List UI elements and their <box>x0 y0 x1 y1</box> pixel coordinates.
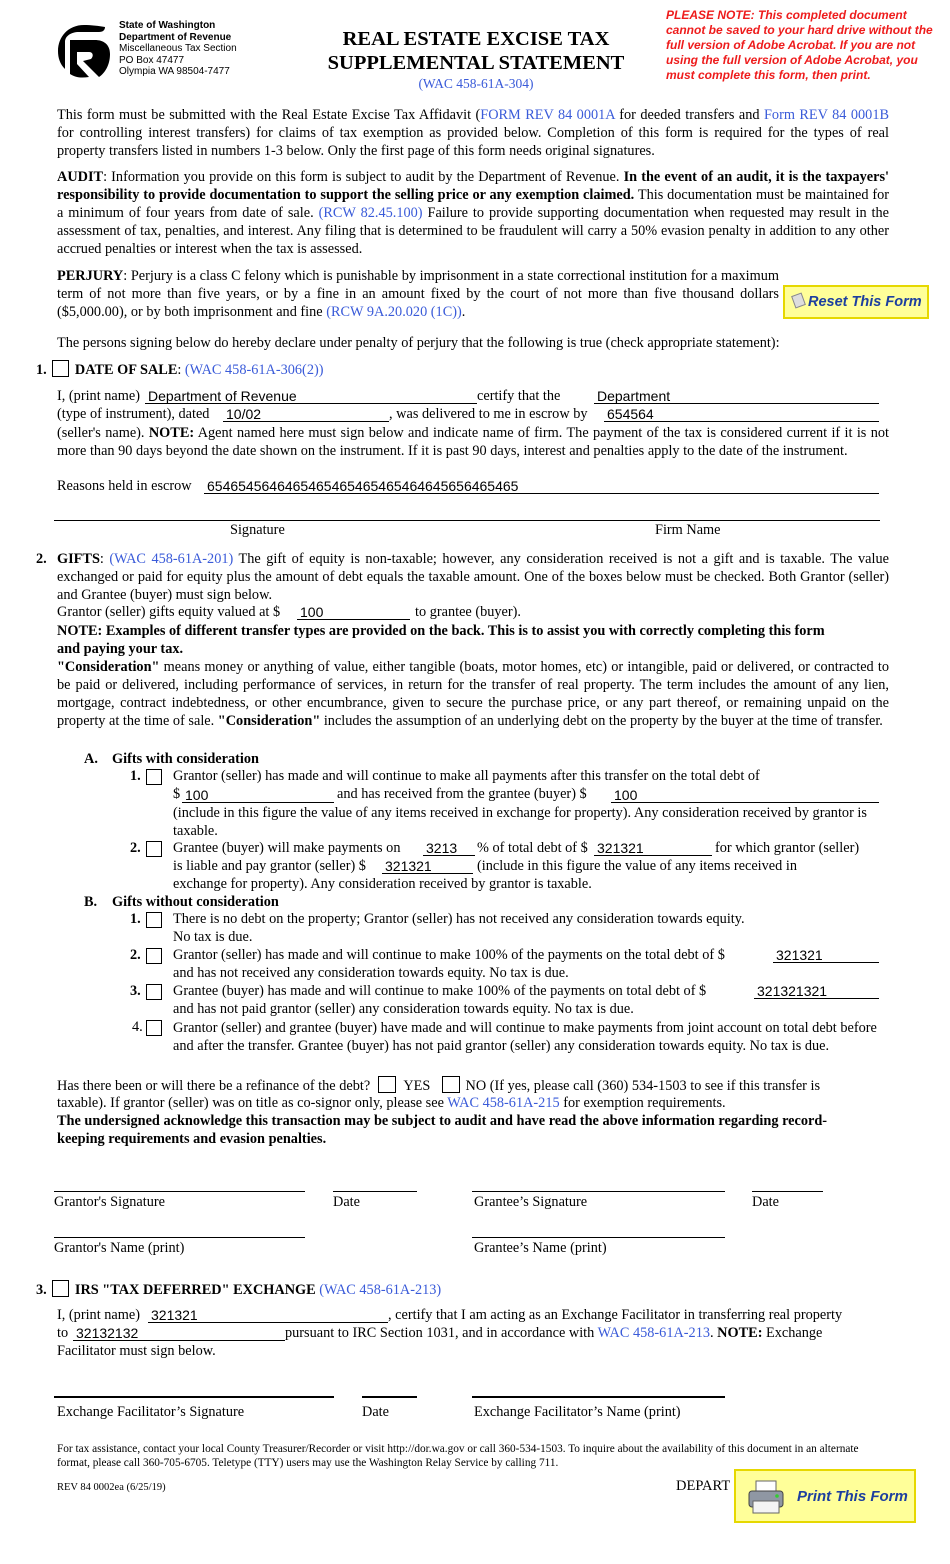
agency-block <box>119 20 237 78</box>
agency-line-pobox: PO Box 47477 <box>119 54 185 66</box>
s2-a2-label-5: (include in this figure the value of any items received in <box>477 858 797 874</box>
s2-a1-received-label: and has received from the grantee (buyer) $ <box>337 786 587 802</box>
grantor-signature-line[interactable] <box>54 1191 305 1192</box>
s2-a2-pay-field[interactable]: 321321 <box>382 858 473 874</box>
s2-b3-text: Grantee (buyer) has made and will continue to make 100% of the payments on total debt of $ <box>173 983 707 999</box>
form-wac-ref[interactable]: (WAC 458-61A-304) <box>418 76 534 91</box>
reset-form-label: Reset This Form <box>808 294 922 310</box>
s2-a2-checkbox[interactable] <box>146 841 162 857</box>
s1-firm-label: Firm Name <box>655 522 721 538</box>
facilitator-name-label: Exchange Facilitator’s Name (print) <box>474 1404 681 1420</box>
perjury-label: PERJURY <box>57 268 124 284</box>
audit-bold-text: In the event of an audit, it is the taxpayers' responsibility to provide documentation to support the selling price or any exemption claimed. <box>57 169 889 203</box>
print-form-button[interactable] <box>734 1469 916 1523</box>
grantee-signature-label: Grantee’s Signature <box>474 1194 588 1210</box>
s1-note-paragraph <box>57 424 889 460</box>
s1-dated-field[interactable]: 10/02 <box>223 406 389 422</box>
form-title-line1: REAL ESTATE EXCISE TAX <box>342 28 610 50</box>
print-form-label: Print This Form <box>797 1488 908 1505</box>
agency-line-city: Olympia WA 98504-7477 <box>119 66 230 77</box>
s3-wac-link[interactable]: WAC 458-61A-213 <box>597 1325 711 1341</box>
agency-line-dept: Department of Revenue <box>119 31 232 43</box>
adobe-notice: PLEASE NOTE: This completed document cannot be saved to your hard drive without the full version of Adobe Acrobat. If you are not using the full version of Adobe Acrobat, you must complete this form, then print. <box>666 8 933 82</box>
s2-b1-text-2: No tax is due. <box>173 929 253 945</box>
facilitator-signature-label: Exchange Facilitator’s Signature <box>57 1404 245 1420</box>
s3-print-name-field[interactable]: 321321 <box>148 1307 388 1323</box>
grantor-name-line[interactable] <box>54 1237 305 1238</box>
s1-note-label: NOTE: <box>148 425 195 441</box>
s2-consideration-label: "Consideration" <box>57 659 160 675</box>
s2-a1-dollar: $ <box>173 786 181 802</box>
s2-refinance-text-2 <box>57 1094 726 1112</box>
declaration-text: The persons signing below do hereby declare under penalty of perjury that the following is true (check appropriate statement): <box>57 335 780 351</box>
s2-equity-field[interactable]: 100 <box>297 604 410 620</box>
s2-b2-number: 2. <box>130 947 141 963</box>
s2-b-title: Gifts without consideration <box>112 894 279 910</box>
s1-print-name-field[interactable]: Department of Revenue <box>145 388 477 404</box>
grantor-date-line[interactable] <box>333 1191 417 1192</box>
s3-note-text: Exchange <box>762 1325 823 1341</box>
section3-number: 3. <box>36 1282 47 1298</box>
rcw-82-45-100-link[interactable]: (RCW 82.45.100) <box>318 205 423 221</box>
s1-reasons-field[interactable]: 6546545646465465465465465464645656465465 <box>204 478 879 494</box>
facilitator-signature-line[interactable] <box>54 1396 334 1398</box>
s3-note-label: NOTE: <box>717 1325 763 1341</box>
s2-intro-paragraph <box>57 550 889 604</box>
date-of-sale-checkbox[interactable] <box>52 360 69 377</box>
s2-a1-number: 1. <box>130 768 141 784</box>
intro-text-2: for deeded transfers and <box>614 107 764 123</box>
s2-a-letter: A. <box>84 751 98 767</box>
s1-signature-line[interactable] <box>54 520 880 521</box>
rcw-9a-20-020-link[interactable]: (RCW 9A.20.020 (1C)) <box>326 304 462 320</box>
s2-a1-text-2: (include in this figure the value of any items received in exchange for property). Any consideration received by grantor is taxable. <box>173 805 867 839</box>
s2-a2-label-1: Grantee (buyer) will make payments on <box>173 840 401 856</box>
s1-seller-label: (seller's name). <box>57 425 149 441</box>
facilitator-name-line[interactable] <box>472 1396 725 1398</box>
wac-458-61a-213-link[interactable]: (WAC 458-61A-213) <box>319 1282 442 1298</box>
grantee-name-label: Grantee’s Name (print) <box>474 1240 607 1256</box>
s1-delivered-label: , was delivered to me in escrow by <box>389 406 588 422</box>
s1-signature-label: Signature <box>230 522 285 538</box>
s1-note-text: Agent named here must sign below and indicate name of firm. The payment of the tax is considered current if it is not more than 90 days beyond the date shown on the instrument. If it is past 90 days, interest and penalties apply to the date of the instrument. <box>57 425 889 459</box>
form-84-0001a-link[interactable]: FORM REV 84 0001A <box>480 107 615 123</box>
s2-b4-checkbox[interactable] <box>146 1020 162 1036</box>
agency-line-state: State of Washington <box>119 20 216 31</box>
section2-number: 2. <box>36 551 47 567</box>
refinance-yes-label: YES <box>403 1078 431 1094</box>
s2-consideration-text-2: includes the assumption of an underlying debt on the property by the buyer at the time of transfer. <box>320 713 883 729</box>
s2-b1-text: There is no debt on the property; Grantor (seller) has not received any consideration towards equity. <box>173 911 745 927</box>
facilitator-date-label: Date <box>362 1404 389 1420</box>
s2-a2-number: 2. <box>130 840 141 856</box>
section2-colon: : <box>99 551 110 567</box>
wac-458-61a-215-link[interactable]: WAC 458-61A-215 <box>447 1095 560 1111</box>
s2-b1-checkbox[interactable] <box>146 912 162 928</box>
grantee-date-label: Date <box>752 1194 779 1210</box>
s3-to-label: to <box>57 1325 69 1341</box>
s1-certify-label: certify that the <box>477 388 561 404</box>
s2-a2-label-4: is liable and pay grantor (seller) $ <box>173 858 366 874</box>
section1-number: 1. <box>36 362 47 378</box>
s2-consideration-text: means money or anything of value, either tangible (boats, motor homes, etc) or intangible, paid or delivered, or contracted to be paid or delivered, including performance of services, in return for the transfer of real property. The term includes the amount of any lien, mortgage, contract indebtedness, or other encumbrance, given to secure the purchase price, or any part thereof, or remaining unpaid on the property at the time of sale. <box>57 659 889 729</box>
perjury-paragraph <box>57 267 779 321</box>
s2-b3-text-2: and has not paid grantor (seller) any consideration towards equity. No tax is due. <box>173 1001 634 1017</box>
intro-paragraph <box>57 106 889 160</box>
grantor-signature-label: Grantor's Signature <box>54 1194 165 1210</box>
s2-equity-label: Grantor (seller) gifts equity valued at $ <box>57 604 281 620</box>
section3-title: IRS "TAX DEFERRED" EXCHANGE <box>74 1282 316 1298</box>
reset-form-button[interactable] <box>783 285 929 319</box>
s2-b2-checkbox[interactable] <box>146 948 162 964</box>
wac-458-61a-201-link[interactable]: (WAC 458-61A-201) <box>109 551 234 567</box>
footer-form-id: REV 84 0002ea (6/25/19) <box>57 1482 166 1493</box>
s2-a2-debt-field[interactable]: 321321 <box>594 840 712 856</box>
intro-text-3: for controlling interest transfers) for claims of tax exemption as provided below. Completion of this form is required for the types of real property transfers listed in numbers 1-3 below. Only the first page of this form needs original signatures. <box>57 125 889 159</box>
s2-note-bold: NOTE: Examples of different transfer types are provided on the back. This is to assist you with correctly completing this form and paying your tax. <box>57 623 825 657</box>
s1-type-label: (type of instrument), dated <box>57 406 210 422</box>
wac-458-61a-306-link[interactable]: (WAC 458-61A-306(2)) <box>184 362 324 378</box>
s2-refinance-text: taxable). If grantor (seller) was on title as co-signor only, please see <box>57 1095 448 1111</box>
audit-label: AUDIT <box>57 169 104 185</box>
section1-title: DATE OF SALE <box>74 362 178 378</box>
tax-deferred-exchange-checkbox[interactable] <box>52 1280 69 1297</box>
section1-colon: : <box>177 362 185 378</box>
form-title-line2: SUPPLEMENTAL STATEMENT <box>327 52 625 74</box>
dor-logo-icon <box>55 22 113 80</box>
intro-text-1: This form must be submitted with the Real Estate Excise Tax Affidavit ( <box>57 107 481 123</box>
printer-icon <box>746 1479 786 1517</box>
s2-a1-text: Grantor (seller) has made and will continue to make all payments after this transfer on the total debt of <box>173 768 760 784</box>
s2-consideration-paragraph <box>57 658 889 730</box>
footer-depart-text: DEPART <box>676 1478 731 1494</box>
s3-pursuant-row: pursuant to IRC Section 1031, and in accordance with WAC 458-61A-213. NOTE: Exchange <box>285 1325 823 1341</box>
s1-escrow-by-field[interactable]: 654564 <box>604 406 879 422</box>
section1-heading <box>36 360 324 379</box>
agency-line-section: Miscellaneous Tax Section <box>119 43 237 54</box>
s2-a1-checkbox[interactable] <box>146 769 162 785</box>
refinance-no-label: NO (If yes, please call (360) 534-1503 to see if this transfer is <box>465 1078 821 1094</box>
s3-certify-text: , certify that I am acting as an Exchange Facilitator in transferring real property <box>388 1307 843 1323</box>
s2-a2-label-2: % of total debt of $ <box>477 840 588 856</box>
facilitator-date-line[interactable] <box>362 1396 417 1398</box>
s2-b-letter: B. <box>84 894 98 910</box>
s2-b2-text: Grantor (seller) has made and will continue to make 100% of the payments on the total debt of $ <box>173 947 725 963</box>
s2-a1-received-field[interactable]: 100 <box>611 787 879 803</box>
perjury-text-2: . <box>461 304 466 320</box>
s3-print-name-label: I, (print name) <box>57 1307 140 1323</box>
audit-text-3: Failure to provide supporting documentation when requested may result in the assessment of tax, penalties, and interest. Any filing that is determined to be fraudulent will carry a 50% evasion penalty in addition to any other accrued penalties or interest when the tax is assessed. <box>57 205 889 257</box>
s2-refinance-question: Has there been or will there be a refinance of the debt? <box>57 1078 371 1094</box>
s2-a1-debt-field[interactable]: 100 <box>182 787 334 803</box>
s2-b4-text: Grantor (seller) and grantee (buyer) have made and will continue to make payments from joint account on total debt before and after the transfer. Grantee (buyer) has not paid grantor (seller) any consideration towards equity. No tax is due. <box>173 1020 877 1054</box>
s3-pursuant-text: pursuant to IRC Section 1031, and in accordance with <box>285 1325 598 1341</box>
s2-a2-label-3: for which grantor (seller) <box>715 840 860 856</box>
s2-b3-checkbox[interactable] <box>146 984 162 1000</box>
audit-paragraph <box>57 168 889 258</box>
perjury-text-1: : Perjury is a class C felony which is punishable by imprisonment in a state correctional institution for a maximum term of not more than five years, or by a fine in an amount fixed by the court of not more than five thousand dollars ($5,000.00), or by both imprisonment and fine <box>57 268 779 320</box>
grantee-signature-line[interactable] <box>472 1191 725 1192</box>
s2-a2-percent-field[interactable]: 3213 <box>423 840 488 856</box>
grantee-date-line[interactable] <box>752 1191 823 1192</box>
form-84-0001b-link[interactable]: Form REV 84 0001B <box>763 107 890 123</box>
s2-b1-number: 1. <box>130 911 141 927</box>
s3-to-field[interactable]: 32132132 <box>73 1325 285 1341</box>
s2-b3-debt-field[interactable]: 321321321 <box>754 983 879 999</box>
grantor-name-label: Grantor's Name (print) <box>54 1240 185 1256</box>
s2-a-title: Gifts with consideration <box>112 751 259 767</box>
s1-instrument-field[interactable]: Department <box>594 388 879 404</box>
audit-text-2: This documentation must be maintained for a minimum of four years from date of sale. <box>57 187 889 221</box>
s2-acknowledge: The undersigned acknowledge this transaction may be subject to audit and have read the above information regarding record-keeping requirements and evasion penalties. <box>57 1113 828 1147</box>
footer-assistance: For tax assistance, contact your local County Treasurer/Recorder or visit http://dor.wa.gov or call 360-534-1503. To inquire about the availability of this document in an alternate format, please call 360-705-6705. Teletype (TTY) users may use the Washington Relay Service by calling 711. <box>57 1443 859 1469</box>
grantee-name-line[interactable] <box>472 1237 725 1238</box>
audit-text-1: : Information you provide on this form is subject to audit by the Department of Revenue. <box>103 169 624 185</box>
s2-b3-number: 3. <box>130 983 141 999</box>
section2-title: GIFTS <box>57 551 100 567</box>
s1-print-name-label: I, (print name) <box>57 388 140 404</box>
s2-refinance-text-3: for exemption requirements. <box>559 1095 726 1111</box>
refinance-no-checkbox[interactable] <box>442 1076 460 1093</box>
s3-text-line-3: Facilitator must sign below. <box>57 1343 216 1359</box>
refinance-yes-checkbox[interactable] <box>378 1076 396 1093</box>
s2-refinance-row <box>57 1076 820 1095</box>
s2-b2-text-2: and has not received any consideration towards equity. No tax is due. <box>173 965 569 981</box>
eraser-icon <box>791 293 806 309</box>
s2-a2-text-3: exchange for property). Any consideration received by grantor is taxable. <box>173 876 592 892</box>
s2-b4-number: 4. <box>132 1019 143 1035</box>
s2-equity-after: to grantee (buyer). <box>415 604 521 620</box>
s1-reasons-label: Reasons held in escrow <box>57 478 192 494</box>
grantor-date-label: Date <box>333 1194 360 1210</box>
s2-consideration-label-2: "Consideration" <box>217 713 321 729</box>
section3-heading <box>36 1280 441 1299</box>
s2-b2-debt-field[interactable]: 321321 <box>773 947 879 963</box>
form-title <box>296 27 656 75</box>
s2-text-1: The gift of equity is non-taxable; however, any consideration received is not a gift and is taxable. The value exchanged or paid for equity plus the amount of debt equals the taxable amount. One of the boxes below must be checked. Both Grantor (seller) and Grantee (buyer) must sign below. <box>57 551 889 603</box>
